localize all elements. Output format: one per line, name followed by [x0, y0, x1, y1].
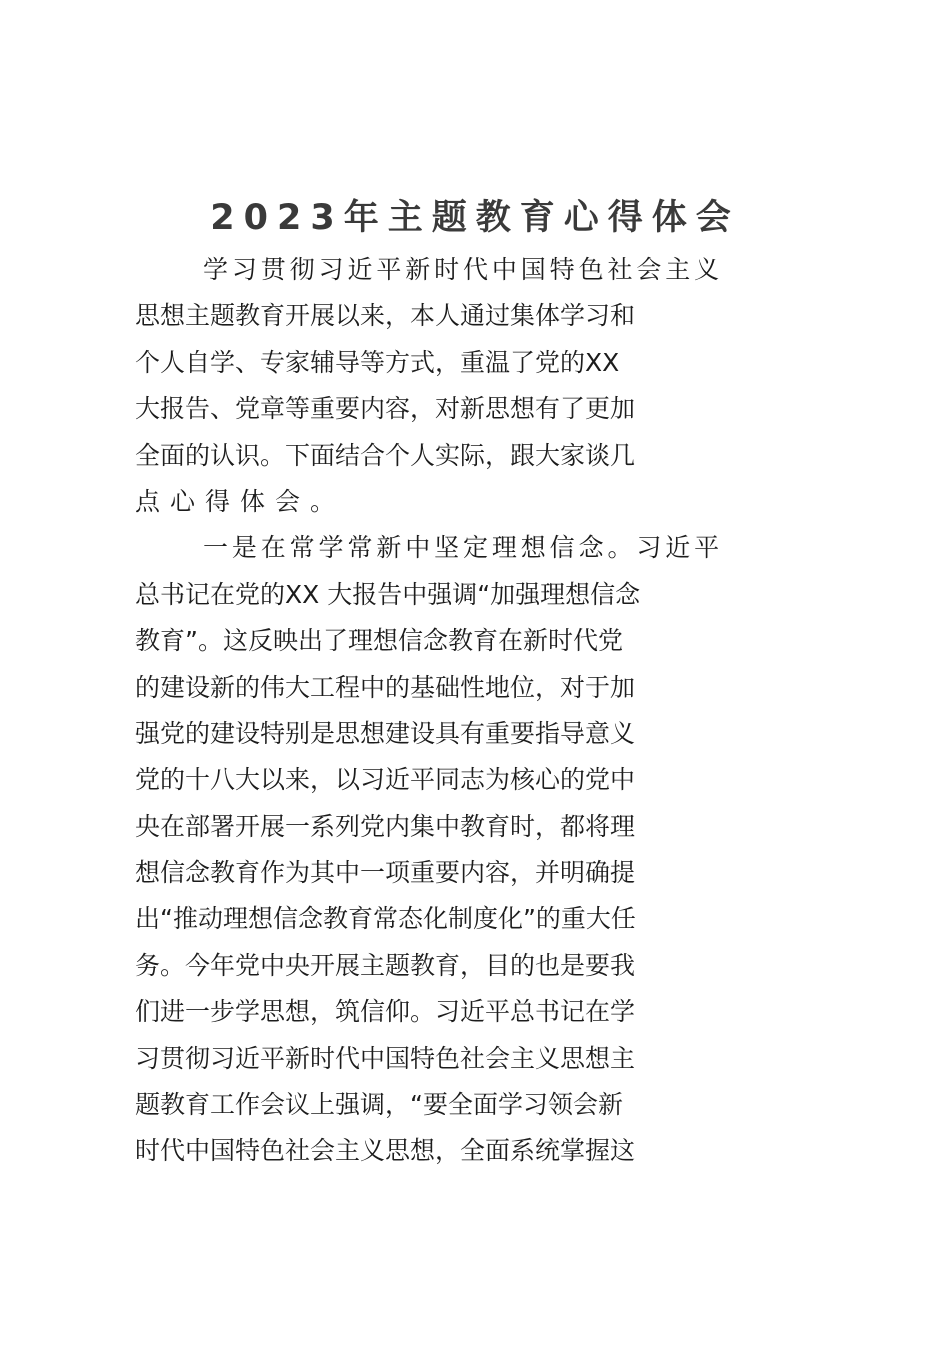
- text-line: 学习贯彻习近平新时代中国特色社会主义: [203, 255, 724, 284]
- text-line: 们进一步学思想，筑信仰。习近平总书记在学: [135, 997, 636, 1027]
- text-line: 出“推动理想信念教育常态化制度化”的重大任: [135, 904, 636, 934]
- text-line: 的建设新的伟大工程中的基础性地位，对于加: [135, 672, 636, 702]
- text-line: 题教育工作会议上强调，“要全面学习领会新: [135, 1090, 623, 1120]
- text-line: 一是在常学常新中坚定理想信念。习近平: [203, 533, 724, 563]
- text-line: 大报告、党章等重要内容，对新思想有了更加: [135, 394, 636, 424]
- text-line: 强党的建设特别是思想建设具有重要指导意义: [135, 718, 636, 748]
- text-line: 习贯彻习近平新时代中国特色社会主义思想主: [135, 1043, 636, 1073]
- text-line: 想信念教育作为其中一项重要内容，并明确提: [135, 858, 636, 888]
- text-line: 务。今年党中央开展主题教育，目的也是要我: [135, 950, 636, 980]
- text-line: 教育”。这反映出了理想信念教育在新时代党: [135, 626, 623, 656]
- text-line: 全面的认识。下面结合个人实际，跟大家谈几: [135, 440, 636, 470]
- text-line: 总书记在党的XX 大报告中强调“加强理想信念: [135, 579, 641, 609]
- paragraph-intro: [135, 247, 817, 525]
- text-line: 党的十八大以来，以习近平同志为核心的党中: [135, 765, 636, 795]
- paragraph-point-one: [135, 525, 817, 1174]
- text-line: 央在部署开展一系列党内集中教育时，都将理: [135, 811, 636, 841]
- text-line: 点心得体会。: [135, 486, 346, 516]
- text-line: 时代中国特色社会主义思想，全面系统掌握这: [135, 1136, 636, 1166]
- text-line: 个人自学、专家辅导等方式，重温了党的XX: [135, 347, 620, 377]
- document-title: 2023年主题教育心得体会: [210, 198, 740, 238]
- document-body: [135, 247, 817, 1175]
- text-line: 思想主题教育开展以来，本人通过集体学习和: [135, 301, 636, 331]
